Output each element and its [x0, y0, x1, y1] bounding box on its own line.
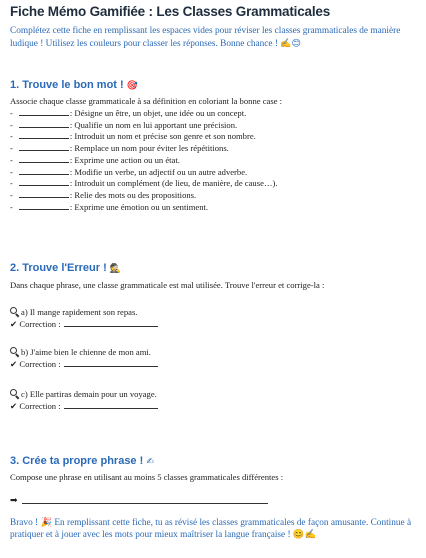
bullet: -	[10, 131, 13, 142]
definition-text: : Désigne un être, un objet, une idée ou un concept.	[69, 108, 247, 118]
answer-blank[interactable]	[19, 178, 69, 186]
question-text: a) Il mange rapidement son repas.	[21, 307, 138, 317]
intro-text	[10, 25, 416, 50]
magnifier-icon	[10, 389, 19, 398]
definition-list	[10, 108, 278, 213]
bullet: -	[10, 178, 13, 189]
magnifier-icon	[10, 307, 19, 316]
section-1-title	[10, 79, 138, 91]
correction-label: ✔ Correction :	[10, 319, 61, 329]
correction-blank[interactable]	[64, 401, 158, 409]
sentence-blank[interactable]	[22, 503, 268, 504]
correction-label: ✔ Correction :	[10, 401, 61, 411]
answer-blank[interactable]	[19, 155, 69, 163]
correction-blank[interactable]	[64, 359, 158, 367]
bullet: -	[10, 143, 13, 154]
definition-item	[10, 155, 278, 167]
intro-body: Complétez cette fiche en remplissant les espaces vides pour réviser les classes grammaticales de manière ludique ! Utilisez les couleurs pour classer les réponses. Bonne chance !	[10, 26, 401, 49]
bullet: -	[10, 166, 13, 177]
page-title: Fiche Mémo Gamifiée : Les Classes Grammaticales	[10, 4, 330, 19]
definition-text: : Exprime une émotion ou un sentiment.	[69, 201, 209, 212]
definition-item	[10, 143, 278, 155]
answer-blank[interactable]	[19, 143, 69, 151]
definition-item	[10, 202, 278, 214]
section-2-title-text: 2. Trouve l'Erreur !	[10, 262, 107, 274]
definition-text: : Introduit un complément (de lieu, de manière, de cause…).	[69, 178, 278, 189]
definition-item	[10, 190, 278, 202]
section-1-title-text: 1. Trouve le bon mot !	[10, 79, 124, 91]
definition-text: : Relie des mots ou des propositions.	[69, 189, 197, 200]
error-question-c	[10, 388, 158, 412]
answer-blank[interactable]	[19, 167, 69, 175]
definition-item	[10, 120, 278, 132]
definition-item	[10, 131, 278, 143]
definition-text: : Modifie un verbe, un adjectif ou un autre adverbe.	[69, 166, 248, 177]
section-3-title	[10, 455, 154, 467]
writing-hand-icon: ✍	[146, 457, 154, 467]
error-question-b	[10, 346, 158, 370]
answer-blank[interactable]	[19, 120, 69, 128]
question-text: c) Elle partiras demain pour un voyage.	[21, 389, 157, 399]
bullet: -	[10, 119, 13, 130]
pencil-smile-icons: ✍️😊	[280, 38, 301, 49]
definition-item	[10, 108, 278, 120]
magnifier-icon	[10, 347, 19, 356]
section-3-instruction: Compose une phrase en utilisant au moins 5 classes grammaticales différentes :	[10, 472, 284, 482]
section-2-title	[10, 262, 121, 274]
question-text: b) J'aime bien le chienne de mon ami.	[21, 347, 151, 357]
definition-text: : Exprime une action ou un état.	[69, 154, 180, 165]
section-1-instruction: Associe chaque classe grammaticale à sa définition en coloriant la bonne case :	[10, 96, 283, 106]
definition-text: : Remplace un nom pour éviter les répétitions.	[69, 143, 229, 154]
outro-text: Bravo ! 🎉 En remplissant cette fiche, tu as révisé les classes grammaticales de façon amusante. Continue à pratiquer et à jouer avec les mots pour mieux maîtriser la langue française ! 😊✍	[10, 518, 412, 541]
bullet: -	[10, 201, 13, 212]
definition-item	[10, 178, 278, 190]
arrow-right-icon: ➡	[10, 496, 18, 506]
answer-blank[interactable]	[19, 108, 69, 116]
bullet: -	[10, 154, 13, 165]
definition-item	[10, 167, 278, 179]
answer-blank[interactable]	[19, 202, 69, 210]
target-icon: 🎯	[126, 81, 138, 91]
answer-blank[interactable]	[19, 190, 69, 198]
error-question-a	[10, 306, 158, 330]
bullet: -	[10, 108, 13, 118]
definition-text: : Introduit un nom et précise son genre et son nombre.	[69, 131, 256, 142]
correction-label: ✔ Correction :	[10, 359, 61, 369]
detective-icon: 🕵️	[109, 264, 122, 274]
correction-blank[interactable]	[64, 319, 158, 327]
section-3-title-text: 3. Crée ta propre phrase !	[10, 455, 144, 467]
answer-blank[interactable]	[19, 131, 69, 139]
definition-text: : Qualifie un nom en lui apportant une précision.	[69, 119, 238, 130]
section-2-instruction: Dans chaque phrase, une classe grammaticale est mal utilisée. Trouve l'erreur et corrige-la :	[10, 280, 325, 290]
bullet: -	[10, 189, 13, 200]
